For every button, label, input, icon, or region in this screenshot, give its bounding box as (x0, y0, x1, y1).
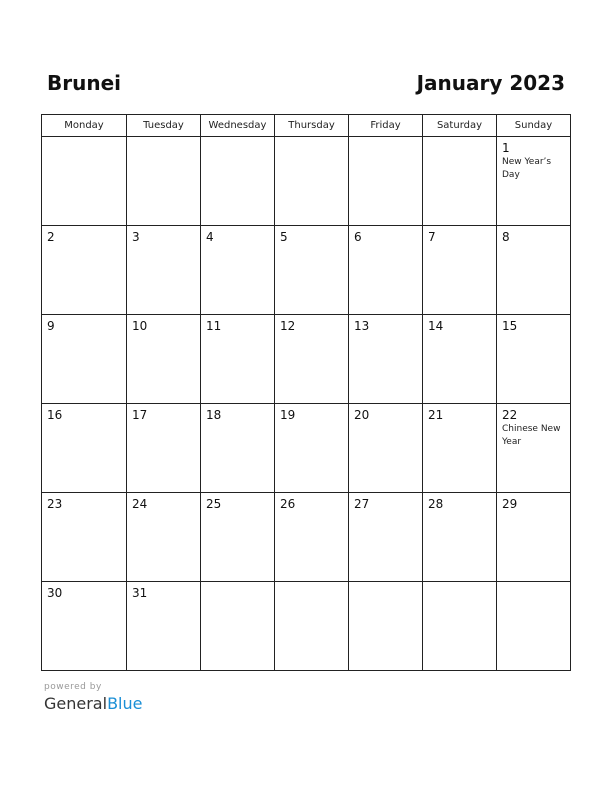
day-number: 13 (354, 319, 370, 333)
weekday-header-monday: Monday (42, 115, 127, 137)
holiday-label (201, 511, 274, 512)
day-number: 19 (280, 408, 296, 422)
holiday-label (127, 244, 200, 245)
day-cell (349, 226, 423, 315)
day-number: 5 (280, 230, 288, 244)
day-number: 1 (502, 141, 510, 155)
holiday-label (127, 600, 200, 601)
holiday-label (201, 244, 274, 245)
holiday-label (201, 141, 274, 142)
day-cell (42, 226, 127, 315)
holiday-label (42, 511, 126, 512)
holiday-label (423, 244, 496, 245)
holiday-label: New Year’s Day (502, 157, 552, 180)
day-cell (42, 315, 127, 404)
day-number: 28 (428, 497, 444, 511)
day-cell (275, 226, 349, 315)
holiday-label (275, 333, 348, 334)
holiday-label (423, 333, 496, 334)
day-cell (42, 582, 127, 671)
day-number: 24 (132, 497, 148, 511)
day-number: 15 (502, 319, 518, 333)
week-row (42, 315, 571, 404)
day-number: 26 (280, 497, 296, 511)
day-cell (497, 137, 571, 226)
week-row (42, 226, 571, 315)
weekday-header-thursday: Thursday (275, 115, 349, 137)
holiday-label (127, 333, 200, 334)
day-cell (423, 582, 497, 671)
day-cell (201, 582, 275, 671)
day-number: 8 (502, 230, 510, 244)
holiday-label (42, 141, 126, 142)
holiday-label (497, 511, 570, 512)
holiday-label (201, 422, 274, 423)
weekday-header-row (42, 115, 571, 137)
day-number: 16 (47, 408, 63, 422)
day-cell (497, 493, 571, 582)
weekday-header-saturday: Saturday (423, 115, 497, 137)
day-cell (275, 404, 349, 493)
week-row (42, 493, 571, 582)
day-cell (127, 137, 201, 226)
day-cell (127, 315, 201, 404)
day-number: 20 (354, 408, 370, 422)
day-number: 12 (280, 319, 296, 333)
day-cell (497, 582, 571, 671)
weekday-header-friday: Friday (349, 115, 423, 137)
day-number: 14 (428, 319, 444, 333)
day-cell (497, 315, 571, 404)
day-cell (201, 137, 275, 226)
day-cell (127, 582, 201, 671)
day-cell (42, 137, 127, 226)
holiday-label (349, 586, 422, 587)
day-cell (275, 137, 349, 226)
day-cell (349, 493, 423, 582)
holiday-label (497, 333, 570, 334)
day-cell (275, 493, 349, 582)
day-number: 31 (132, 586, 148, 600)
holiday-label (42, 600, 126, 601)
powered-by-label: powered by (44, 682, 102, 692)
brand-general-text: General (44, 694, 108, 713)
holiday-label (423, 422, 496, 423)
holiday-label (275, 244, 348, 245)
calendar-grid (41, 114, 571, 671)
holiday-label (127, 422, 200, 423)
day-cell (201, 404, 275, 493)
day-number: 30 (47, 586, 63, 600)
week-row (42, 404, 571, 493)
day-number: 22 (502, 408, 518, 422)
weekday-header-tuesday: Tuesday (127, 115, 201, 137)
day-number: 2 (47, 230, 55, 244)
day-cell (201, 226, 275, 315)
day-cell (42, 404, 127, 493)
holiday-label (349, 244, 422, 245)
holiday-label (349, 511, 422, 512)
day-number: 6 (354, 230, 362, 244)
holiday-label (275, 141, 348, 142)
day-cell (127, 404, 201, 493)
holiday-label (349, 422, 422, 423)
day-cell (423, 315, 497, 404)
week-row (42, 582, 571, 671)
generalblue-logo[interactable] (44, 694, 142, 714)
holiday-label (497, 586, 570, 587)
weekday-header-sunday: Sunday (497, 115, 571, 137)
day-number: 21 (428, 408, 444, 422)
holiday-label (423, 141, 496, 142)
day-cell (127, 493, 201, 582)
day-cell (423, 493, 497, 582)
week-row (42, 137, 571, 226)
day-cell (349, 315, 423, 404)
brand-blue-text: Blue (107, 694, 143, 713)
day-cell (127, 226, 201, 315)
day-cell (201, 493, 275, 582)
day-number: 7 (428, 230, 436, 244)
day-cell (423, 137, 497, 226)
day-number: 27 (354, 497, 370, 511)
month-year-title: January 2023 (416, 71, 565, 95)
day-cell (423, 226, 497, 315)
holiday-label (423, 586, 496, 587)
day-cell (349, 137, 423, 226)
holiday-label (127, 511, 200, 512)
holiday-label (201, 333, 274, 334)
footer-branding (44, 682, 142, 714)
day-number: 29 (502, 497, 518, 511)
day-cell (349, 582, 423, 671)
day-number: 18 (206, 408, 222, 422)
holiday-label (201, 586, 274, 587)
day-number: 9 (47, 319, 55, 333)
holiday-label (349, 333, 422, 334)
holiday-label (42, 333, 126, 334)
day-number: 3 (132, 230, 140, 244)
holiday-label (349, 141, 422, 142)
day-cell (349, 404, 423, 493)
day-cell (497, 226, 571, 315)
weekday-header-wednesday: Wednesday (201, 115, 275, 137)
holiday-label (42, 244, 126, 245)
day-cell (42, 493, 127, 582)
holiday-label (275, 586, 348, 587)
holiday-label (423, 511, 496, 512)
day-cell (275, 582, 349, 671)
holiday-label (275, 511, 348, 512)
day-number: 17 (132, 408, 148, 422)
day-number: 4 (206, 230, 214, 244)
holiday-label (497, 244, 570, 245)
holiday-label (42, 422, 126, 423)
holiday-label: Chinese New Year (502, 424, 561, 447)
day-number: 10 (132, 319, 148, 333)
country-title: Brunei (47, 71, 122, 95)
day-cell (275, 315, 349, 404)
day-cell (423, 404, 497, 493)
day-number: 25 (206, 497, 222, 511)
day-number: 23 (47, 497, 63, 511)
holiday-label (275, 422, 348, 423)
day-number: 11 (206, 319, 222, 333)
day-cell (201, 315, 275, 404)
day-cell (497, 404, 571, 493)
holiday-label (127, 141, 200, 142)
